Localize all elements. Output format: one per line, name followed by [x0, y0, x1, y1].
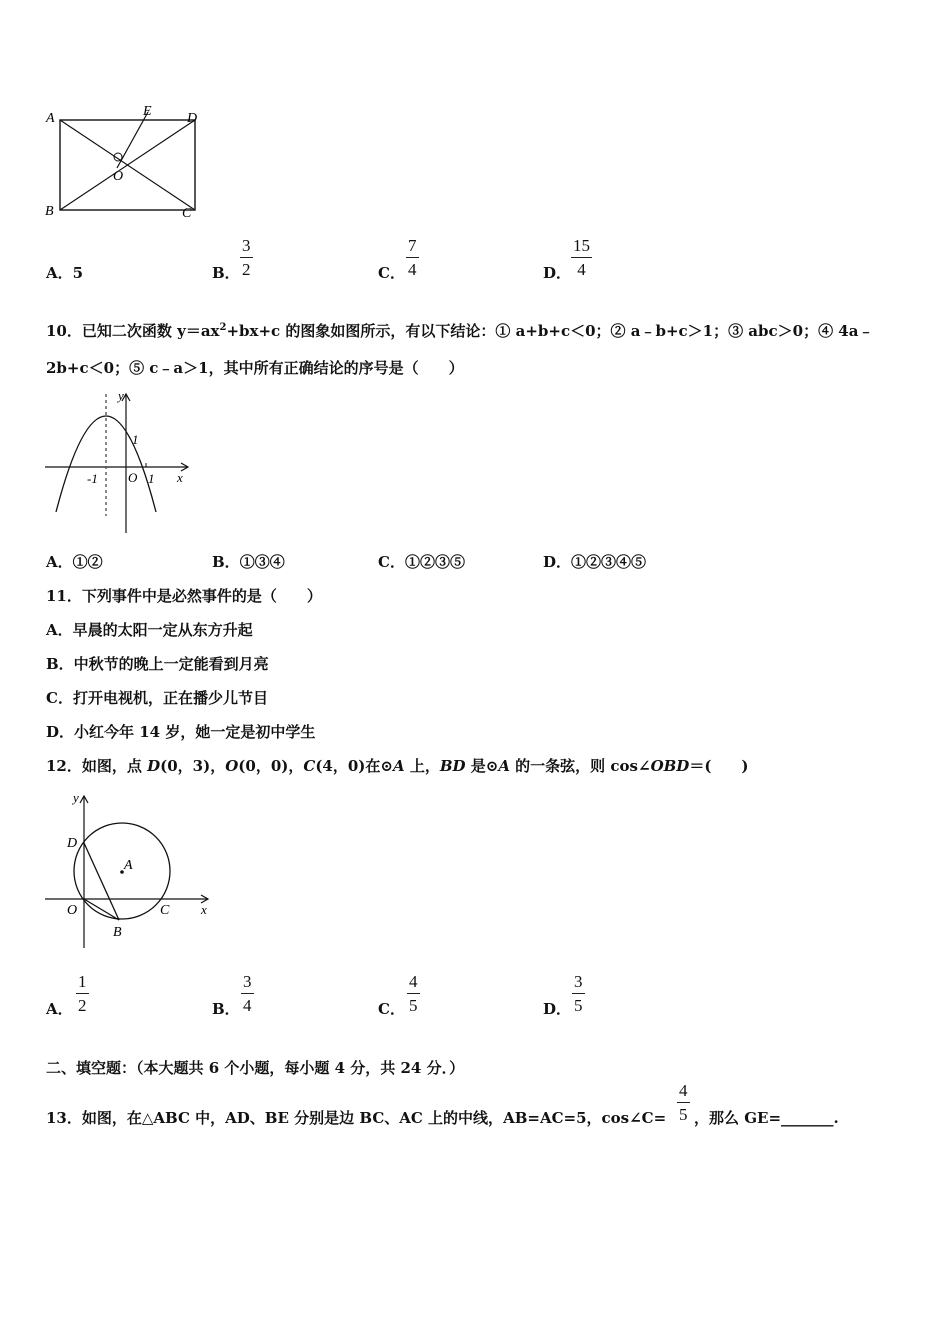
q11-option-c[interactable]: C．打开电视机，正在播少儿节目 — [46, 689, 268, 707]
q12-circle-figure — [40, 788, 220, 953]
q10-label-one-right: 1 — [148, 471, 155, 486]
q12-option-a[interactable]: A． — [46, 1000, 73, 1018]
q9-option-d-fraction: 15 4 — [573, 236, 590, 279]
q12-option-b-fraction: 3 4 — [243, 972, 252, 1015]
q11-option-b[interactable]: B．中秋节的晚上一定能看到月亮 — [46, 655, 269, 673]
q12-option-b[interactable]: B． — [212, 1000, 240, 1018]
q10-option-d[interactable]: D．①②③④⑤ — [543, 553, 647, 571]
q9-option-c-fraction: 7 4 — [408, 236, 417, 279]
q12-option-d-fraction: 3 5 — [574, 972, 583, 1015]
q9-label-c: C — [182, 206, 192, 221]
q12-option-d[interactable]: D． — [543, 1000, 572, 1018]
q13-stem-part1: 13．如图，在△ABC 中，AD、BE 分别是边 BC、AC 上的中线，AB=AC=5，cos∠C= — [46, 1109, 667, 1127]
q13-cos-fraction: 4 5 — [679, 1081, 688, 1124]
q12-label-b: B — [113, 925, 122, 940]
q10-label-one-top: 1 — [132, 432, 139, 447]
q10-option-a[interactable]: A．①② — [46, 553, 103, 571]
q13-stem-part2: ，那么 GE=_______. — [694, 1109, 839, 1127]
q10-label-origin: O — [128, 470, 138, 485]
q10-option-b[interactable]: B．①③④ — [212, 553, 285, 571]
q12-label-c: C — [160, 903, 170, 918]
q11-option-d[interactable]: D．小红今年 14 岁，她一定是初中学生 — [46, 723, 316, 741]
q10-option-c[interactable]: C．①②③⑤ — [378, 553, 465, 571]
q10-parabola-figure — [40, 388, 200, 538]
q9-label-a: A — [46, 111, 55, 126]
q9-option-a[interactable]: A．5 — [46, 264, 84, 282]
q9-option-c[interactable]: C． — [378, 264, 405, 282]
q9-option-b[interactable]: B． — [212, 264, 240, 282]
q12-x-axis-label: x — [201, 902, 207, 917]
q11-option-a[interactable]: A．早晨的太阳一定从东方升起 — [46, 621, 253, 639]
q9-label-o: O — [113, 169, 124, 184]
q12-option-c-fraction: 4 5 — [409, 972, 418, 1015]
q12-label-d: D — [67, 836, 78, 851]
q9-label-e: E — [143, 104, 152, 119]
q10-y-axis-label: y — [118, 388, 124, 403]
section-2-title: 二、填空题：（本大题共 6 个小题，每小题 4 分，共 24 分．） — [46, 1059, 465, 1077]
q9-option-b-fraction: 3 2 — [242, 236, 251, 279]
q12-option-c[interactable]: C． — [378, 1000, 405, 1018]
q10-label-minus-one: -1 — [87, 471, 98, 486]
q12-label-a: A — [124, 858, 133, 873]
q9-rectangle-figure — [40, 100, 210, 225]
q9-label-d: D — [187, 111, 198, 126]
q12-y-axis-label: y — [73, 790, 79, 805]
q10-x-axis-label: x — [177, 470, 183, 485]
q9-label-b: B — [45, 204, 54, 219]
q12-label-o: O — [67, 903, 78, 918]
q9-option-d[interactable]: D． — [543, 264, 572, 282]
q11-stem: 11．下列事件中是必然事件的是（ ） — [46, 587, 322, 605]
q10-stem-line1: 10．已知二次函数 $y=ax^2+bx+c$ 的图象如图所示，有以下结论：① a+b+c＜0；② a﹣b+c＞1；③ abc＞0；④ 4a﹣ — [46, 322, 874, 340]
q10-stem-line2: 2b+c＜0；⑤ c﹣a＞1，其中所有正确结论的序号是（ ） — [46, 359, 464, 377]
q12-option-a-fraction: 1 2 — [78, 972, 87, 1015]
q12-stem: 12．如图，点 D(0，3)，O(0，0)，C(4，0)在⊙A 上，BD 是⊙A 的一条弦，则 cos∠OBD＝( ) — [46, 757, 749, 775]
